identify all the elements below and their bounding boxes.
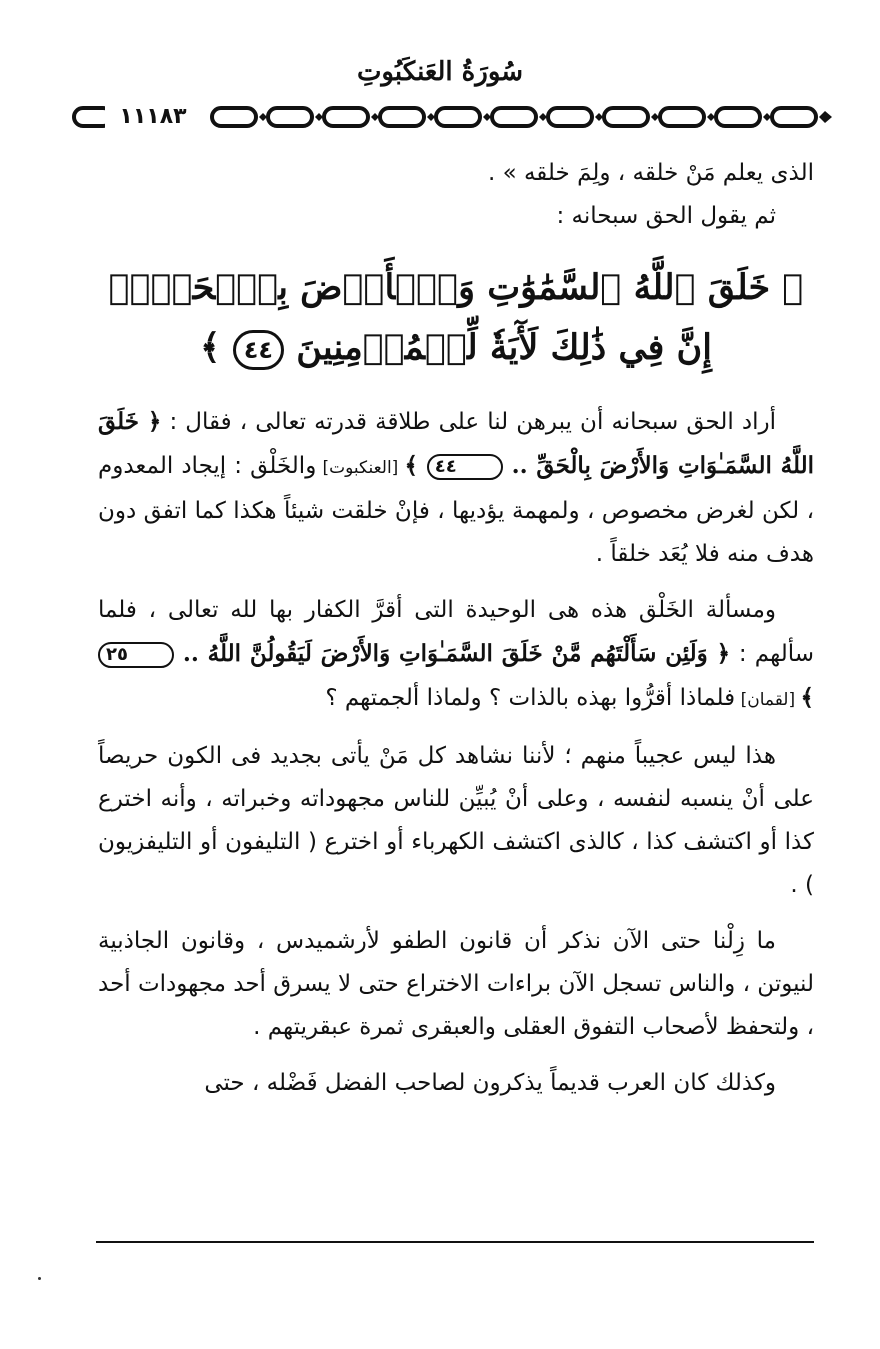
paragraph-4-quote-close: ﴾ — [800, 684, 814, 711]
quran-verse — [98, 258, 814, 378]
verse-line-2-wrap — [98, 318, 814, 378]
verse-number-badge: ٤٤ — [233, 330, 284, 370]
verse-close-bracket: ﴾ — [200, 327, 221, 368]
page-body — [98, 152, 814, 1105]
scan-speck — [38, 1277, 41, 1280]
paragraph-3-quote: ﴿ خَلَقَ اللَّهُ السَّمَـٰوَاتِ وَالأَرْضَ بِالْحَقِّ .. — [98, 408, 814, 479]
verse-line-1: ﴿ خَلَقَ ٱللَّهُ ٱلسَّمَٰوَٰتِ وَٱلۡأَرۡضَ بِٱلۡحَقِّۚ — [108, 267, 804, 308]
verse-line-2: إِنَّ فِي ذَٰلِكَ لَأٓيَةٗ لِّلۡمُؤۡمِنِينَ — [296, 327, 712, 368]
paragraph-4-surah-ref: [لقمان] — [735, 690, 801, 710]
paragraph-4-quote: ﴿ وَلَئِن سَأَلْتَهُم مَّنْ خَلَقَ السَّمَـٰوَاتِ وَالأَرْضَ لَيَقُولُنَّ اللَّهُ .. — [173, 640, 739, 667]
paragraph-3 — [98, 400, 814, 576]
paragraph-7: وكذلك كان العرب قديماً يذكرون لصاحب الفضل فَضْله ، حتى — [204, 1070, 776, 1096]
page-number: ١١١٨٣ — [105, 102, 201, 132]
paragraph-4-text-b: فلماذا أقرُّوا بهذه بالذات ؟ ولماذا ألجمتهم ؟ — [325, 685, 736, 711]
paragraph-3-text-a: أراد الحق سبحانه أن يبرهن لنا على طلاقة قدرته تعالى ، فقال : — [169, 409, 777, 435]
paragraph-4-ayah-badge: ٢٥ — [98, 642, 174, 668]
paragraph-3-quote-close: ﴾ — [404, 452, 427, 479]
paragraph-1: الذى يعلم مَنْ خلقه ، ولِمَ خلقه » . — [487, 160, 814, 186]
paragraph-4-text-a: ومسألة الخَلْق هذه هى الوحيدة التى أقرَّ الكفار بها لله تعالى ، فلما سألهم : — [98, 597, 814, 667]
paragraph-3-ayah-badge: ٤٤ — [427, 454, 503, 480]
paragraph-5: هذا ليس عجيباً منهم ؛ لأننا نشاهد كل مَنْ يأتى بجديد فى الكون حريصاً على أنْ ينسبه لنفسه ، وعلى أنْ يُبيِّن للناس مجهوداته وخبراته ، وأنه اخترع كذا أو اكتشف كذا ، كالذى اكتشف الكهرباء أو اخترع ( التليفون أو التليفزيون ) . — [98, 743, 814, 898]
footer-rule — [96, 1241, 814, 1243]
paragraph-3-surah-ref: [العنكبوت] — [316, 458, 405, 478]
paragraph-3-text-b: والخَلْق : إيجاد المعدوم ، لكن لغرض مخصوص ، ولمهمة يؤديها ، فإنْ خلقت شيئاً هكذا كما اتفق دون هدف منه فلا يُعَد خلقاً . — [98, 453, 814, 567]
surah-title: سُورَةُ العَنكَبُوتِ — [356, 57, 524, 87]
paragraph-2: ثم يقول الحق سبحانه : — [556, 203, 776, 229]
paragraph-6: ما زِلْنا حتى الآن نذكر أن قانون الطفو لأرشميدس ، وقانون الجاذبية لنيوتن ، والناس تسجل الآن براءات الاختراع حتى لا يسرق أحد مجهودات أحد ، ولتحفظ لأصحاب التفوق العقلى والعبقرى ثمرة عبقريتهم . — [98, 928, 814, 1040]
paragraph-4 — [98, 589, 814, 722]
